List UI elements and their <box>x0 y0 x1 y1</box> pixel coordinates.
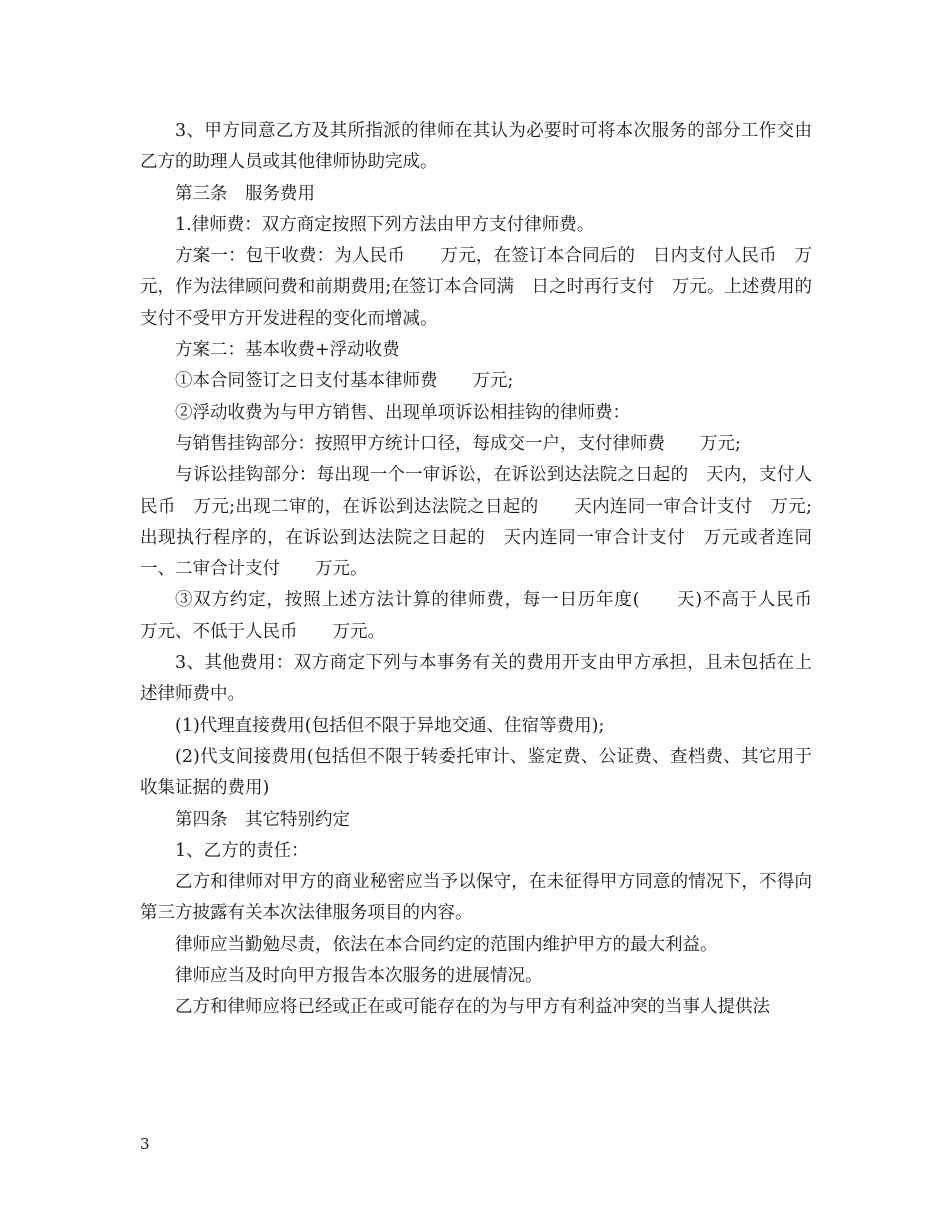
paragraph-confidentiality: 乙方和律师对甲方的商业秘密应当予以保守，在未征得甲方同意的情况下，不得向第三方披露有关本次法律服务项目的内容。 <box>140 872 812 924</box>
paragraph-floating-fee: ②浮动收费为与甲方销售、出现单项诉讼相挂钩的律师费： <box>175 402 630 423</box>
heading-article-3: 第三条 服务费用 <box>175 183 315 204</box>
paragraph-conflict-of-interest: 乙方和律师应将已经或正在或可能存在的为与甲方有利益冲突的当事人提供法 <box>175 997 770 1018</box>
paragraph-other-fees: 3、其他费用：双方商定下列与本事务有关的费用开支由甲方承担，且未包括在上述律师费中。 <box>140 653 812 705</box>
paragraph-plan-2: 方案二：基本收费+浮动收费 <box>175 340 400 361</box>
page-number: 3 <box>140 1135 150 1153</box>
paragraph-indirect-costs: (2)代支间接费用(包括但不限于转委托审计、鉴定费、公证费、查档费、其它用于收集证据的费用) <box>140 746 812 799</box>
paragraph-party-b-duty: 1、乙方的责任： <box>175 840 309 861</box>
document-body <box>140 116 847 1024</box>
paragraph-litigation-linked: 与诉讼挂钩部分：每出现一个一审诉讼，在诉讼到达法院之日起的 天内，支付人民币 万元;出现二审的，在诉讼到达法院之日起的 天内连同一审合计支付 万元;出现执行程序的，在诉讼到达法院之日起的 天内连同一审合计支付 万元或者连同一、二审合计支付 万元。 <box>140 465 812 580</box>
heading-article-4: 第四条 其它特别约定 <box>175 809 350 830</box>
paragraph-sales-linked: 与销售挂钩部分：按照甲方统计口径，每成交一户，支付律师费 万元; <box>175 433 741 454</box>
paragraph-direct-costs: (1)代理直接费用(包括但不限于异地交通、住宿等费用); <box>175 715 605 736</box>
paragraph-diligence: 律师应当勤勉尽责，依法在本合同约定的范围内维护甲方的最大利益。 <box>175 934 718 955</box>
paragraph-basic-fee: ①本合同签订之日支付基本律师费 万元; <box>175 371 514 392</box>
paragraph-lawyer-fee: 1.律师费：双方商定按照下列方法由甲方支付律师费。 <box>175 214 595 235</box>
paragraph-progress-report: 律师应当及时向甲方报告本次服务的进展情况。 <box>175 966 543 987</box>
paragraph-plan-1: 方案一：包干收费：为人民币 万元，在签订本合同后的 日内支付人民币 万元，作为法律顾问费和前期费用;在签订本合同满 日之时再行支付 万元。上述费用的支付不受甲方开发进程的变化而增减。 <box>140 246 812 329</box>
paragraph-clause-assistance: 3、甲方同意乙方及其所指派的律师在其认为必要时可将本次服务的部分工作交由乙方的助理人员或其他律师协助完成。 <box>140 121 812 173</box>
paragraph-annual-cap: ③双方约定，按照上述方法计算的律师费，每一日历年度( 天)不高于人民币 万元、不低于人民币 万元。 <box>140 590 847 642</box>
